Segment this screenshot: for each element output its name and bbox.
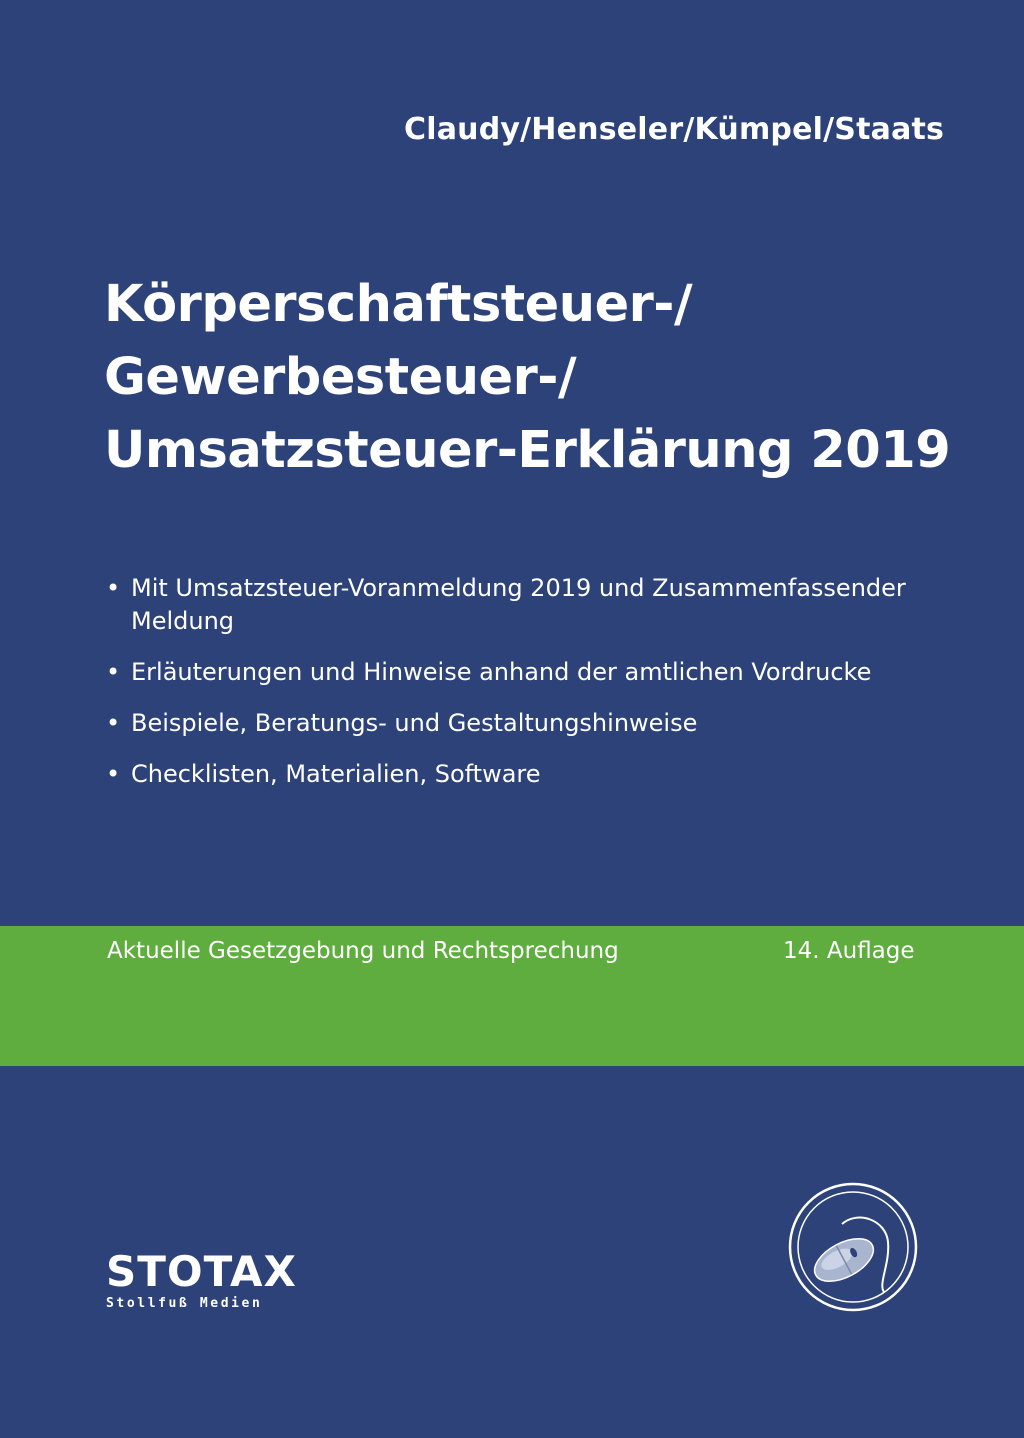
feature-item [104, 656, 924, 689]
feature-text: Mit Umsatzsteuer-Voranmeldung 2019 und Zusammenfassender Meldung [131, 574, 906, 635]
book-authors: Claudy/Henseler/Kümpel/Staats [404, 112, 945, 147]
book-title [104, 268, 984, 487]
computer-mouse-icon [786, 1180, 920, 1314]
logo-subtitle: Stollfuß Medien [106, 1296, 263, 1311]
mouse-badge-graphic [786, 1180, 920, 1314]
info-band [0, 926, 1024, 1066]
feature-item [104, 707, 924, 740]
publisher-logo [106, 1247, 306, 1312]
band-subtitle: Aktuelle Gesetzgebung und Rechtsprechung [107, 938, 619, 964]
title-line-3: Umsatzsteuer-Erklärung 2019 [104, 421, 951, 480]
bullet-icon: • [106, 709, 121, 737]
logo-wordmark: STOTAX [106, 1247, 297, 1296]
title-line-1: Körperschaftsteuer-/ [104, 275, 693, 334]
feature-item [104, 758, 924, 791]
edition-label: 14. Auflage [783, 938, 915, 964]
feature-list [104, 572, 924, 809]
feature-item [104, 572, 924, 638]
feature-text: Beispiele, Beratungs- und Gestaltungshinweise [131, 709, 698, 737]
title-line-2: Gewerbesteuer-/ [104, 348, 577, 407]
bullet-icon: • [106, 658, 121, 686]
feature-text: Erläuterungen und Hinweise anhand der amtlichen Vordrucke [131, 658, 872, 686]
bullet-icon: • [106, 574, 121, 602]
bullet-icon: • [106, 760, 121, 788]
mouse-body-group [808, 1230, 880, 1290]
feature-text: Checklisten, Materialien, Software [131, 760, 541, 788]
